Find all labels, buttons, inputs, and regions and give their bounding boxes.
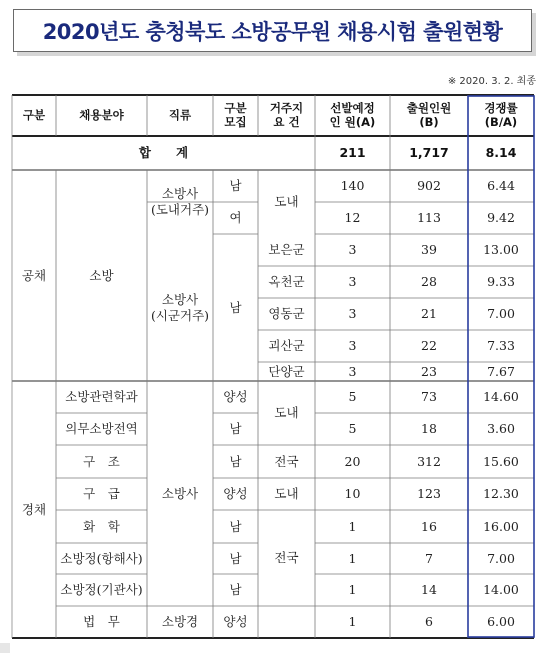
position-career: 소방사 [161,485,199,501]
residence-cell: 도내 [274,405,299,421]
planned-cell: 3 [348,274,357,290]
position-city-resident: 소방사 (시군거주) [150,291,210,323]
residence-cell: 옥천군 [268,274,305,290]
header-position: 직류 [168,107,192,122]
recruit-cell: 여 [229,210,242,226]
ratio-cell: 12.30 [483,486,519,502]
field-fire: 소방 [89,267,114,283]
residence-cell: 괴산군 [268,338,305,354]
page-title: 2020년도 충청북도 소방공무원 채용시험 출원현황 [13,9,532,52]
applicants-cell: 18 [421,421,437,437]
group-open: 공채 [21,267,47,283]
update-note: ※ 2020. 3. 2. 최종 [447,76,536,87]
recruit-cell: 남 [229,178,242,194]
applicants-cell: 39 [421,242,437,258]
header-field: 채용분야 [79,107,124,122]
header-ratio: 경쟁률 (B/A) [484,100,518,129]
recruit-cell: 남 [229,421,242,437]
recruit-cell: 남 [229,518,242,534]
residence-cell: 전국 [274,550,299,566]
applicants-cell: 312 [417,453,441,469]
residence-cell: 단양군 [268,363,305,379]
planned-cell: 140 [340,178,365,194]
planned-cell: 5 [348,389,357,405]
recruit-cell: 양성 [223,486,248,502]
ratio-cell: 3.60 [487,421,515,437]
recruit-cell: 양성 [223,614,248,630]
ratio-cell: 9.42 [487,210,515,226]
applicants-cell: 23 [421,363,437,379]
ratio-cell: 15.60 [483,453,519,469]
ratio-cell: 14.60 [483,389,519,405]
header-applicants: 출원인원 (B) [406,100,452,129]
planned-cell: 5 [348,421,357,437]
header-type: 구분 [22,107,46,122]
applicants-cell: 16 [421,518,437,534]
residence-cell: 전국 [274,453,299,469]
total-label: 합 계 [138,145,189,161]
recruit-cell: 남 [229,299,242,315]
field-cell: 구 급 [83,486,120,502]
planned-cell: 3 [348,242,357,258]
planned-cell: 3 [348,306,357,322]
residence-cell: 도내 [274,194,299,210]
recruit-cell: 남 [229,582,242,598]
applicants-cell: 22 [421,338,437,354]
residence-cell: 도내 [274,486,299,502]
residence-cell: 보은군 [268,242,305,258]
planned-cell: 1 [348,518,357,534]
planned-cell: 3 [348,338,357,354]
ratio-cell: 7.00 [487,550,515,566]
field-cell: 구 조 [83,453,120,469]
ratio-cell: 7.00 [487,306,515,322]
total-planned: 211 [339,145,366,161]
header-planned: 선발예정 인 원(A) [329,100,376,129]
planned-cell: 10 [344,486,361,502]
applicants-cell: 113 [417,210,441,226]
field-cell: 의무소방전역 [65,421,138,437]
ratio-cell: 7.33 [487,338,515,354]
applicants-cell: 14 [421,582,437,598]
field-cell: 법 무 [83,614,120,630]
ratio-cell: 6.00 [487,614,515,630]
header-recruit: 구분 모집 [224,100,247,129]
ratio-cell: 6.44 [487,178,515,194]
recruit-cell: 양성 [223,389,248,405]
group-career: 경채 [21,501,47,517]
applicants-cell: 28 [421,274,437,290]
planned-cell: 1 [348,550,357,566]
ratio-cell: 16.00 [483,518,519,534]
recruit-cell: 남 [229,453,242,469]
page-corner [0,643,10,653]
ratio-cell: 9.33 [487,274,515,290]
applicants-cell: 902 [417,178,441,194]
position-do-resident: 소방사 (도내거주) [150,186,210,217]
planned-cell: 20 [344,453,361,469]
applicants-cell: 6 [425,614,433,630]
planned-cell: 12 [344,210,361,226]
planned-cell: 1 [348,614,357,630]
field-cell: 소방정(기관사) [60,582,143,598]
ratio-cell: 13.00 [483,242,519,258]
residence-cell: 영동군 [268,306,305,322]
position-last: 소방경 [161,614,199,630]
planned-cell: 1 [348,582,357,598]
applicants-cell: 21 [421,306,437,322]
field-cell: 화 학 [83,518,120,534]
field-cell: 소방정(항해사) [60,550,143,566]
ratio-cell: 7.67 [487,363,515,379]
applicants-cell: 73 [421,389,437,405]
field-cell: 소방관련학과 [65,389,138,405]
total-applicants: 1,717 [409,145,449,161]
applicants-cell: 7 [425,550,433,566]
header-residence: 거주지 요 건 [269,100,304,129]
applicants-cell: 123 [417,486,441,502]
ratio-cell: 14.00 [483,582,519,598]
planned-cell: 3 [348,363,357,379]
total-ratio: 8.14 [485,145,517,161]
recruit-cell: 남 [229,550,242,566]
